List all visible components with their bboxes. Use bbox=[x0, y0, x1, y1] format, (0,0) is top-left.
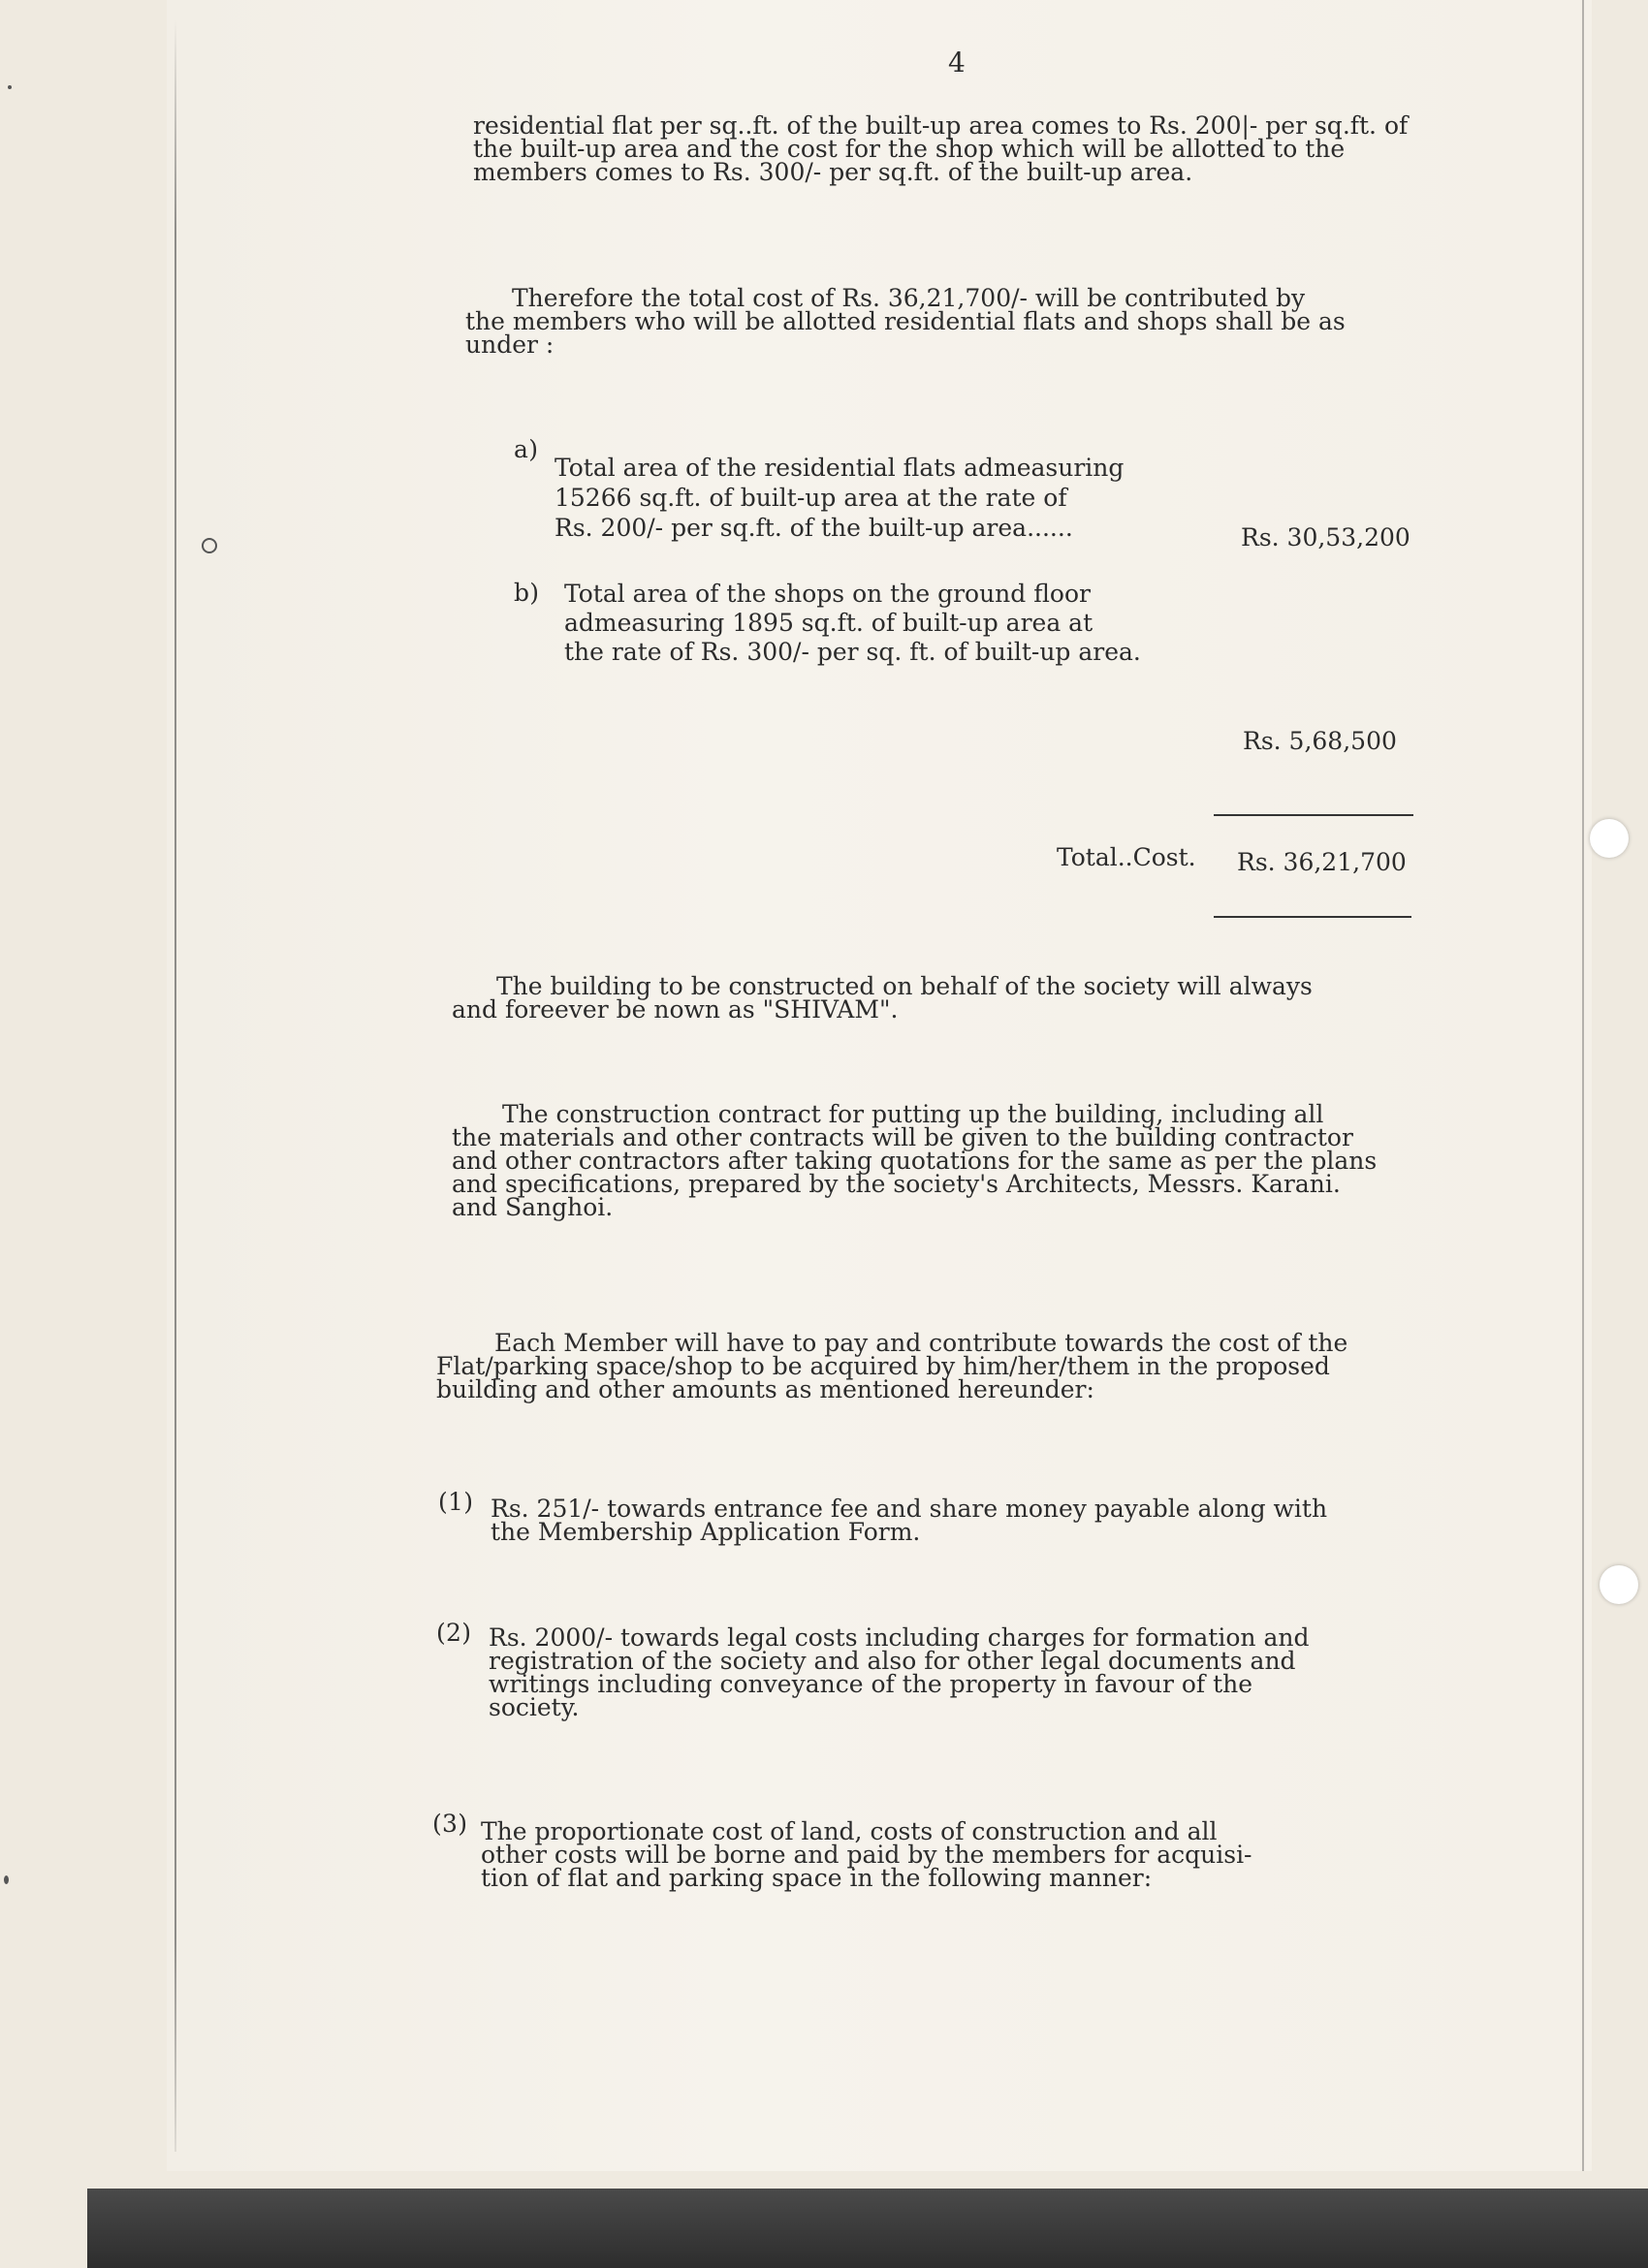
page-right-edge bbox=[1582, 0, 1584, 2171]
text-line: the built-up area and the cost for the shop which will be allotted to the bbox=[473, 135, 1346, 163]
total-rule bbox=[1214, 916, 1411, 918]
text-line: Total area of the shops on the ground floor bbox=[564, 580, 1091, 608]
text-line: the members who will be allotted residential flats and shops shall be as bbox=[465, 307, 1346, 335]
scanner-shadow-bar bbox=[87, 2189, 1648, 2268]
building-name-paragraph bbox=[452, 972, 1313, 1024]
scan-speck bbox=[8, 85, 12, 89]
item-amount: Rs. 5,68,500 bbox=[1243, 727, 1397, 755]
text-line: tion of flat and parking space in the following manner: bbox=[481, 1864, 1153, 1892]
intro-paragraph bbox=[473, 111, 1409, 186]
text-line: Therefore the total cost of Rs. 36,21,700/- will be contributed by bbox=[512, 284, 1306, 312]
text-line: and foreever be nown as "SHIVAM". bbox=[452, 995, 899, 1024]
text-line: Rs. 2000/- towards legal costs including charges for formation and bbox=[489, 1623, 1310, 1652]
scan-mark bbox=[202, 538, 217, 553]
text-line: other costs will be borne and paid by the members for acquisi- bbox=[481, 1841, 1252, 1869]
construction-paragraph bbox=[452, 1100, 1378, 1221]
text-line: writings including conveyance of the property in favour of the bbox=[489, 1670, 1253, 1698]
text-line: society. bbox=[489, 1693, 580, 1721]
binding-margin-line bbox=[174, 19, 176, 2152]
text-line: registration of the society and also for other legal documents and bbox=[489, 1647, 1296, 1675]
item-amount: Rs. 30,53,200 bbox=[1241, 523, 1410, 551]
text-line: The building to be constructed on behalf of the society will always bbox=[496, 972, 1313, 1000]
text-line: admeasuring 1895 sq.ft. of built-up area at bbox=[564, 609, 1093, 637]
punch-hole-2 bbox=[1600, 1565, 1638, 1604]
item-marker: (3) bbox=[432, 1810, 468, 1838]
text-line: The construction contract for putting up the building, including all bbox=[502, 1100, 1324, 1128]
scan-speck bbox=[4, 1875, 9, 1884]
item-marker: (2) bbox=[436, 1619, 472, 1647]
punch-hole-1 bbox=[1590, 819, 1629, 858]
item-marker: b) bbox=[514, 579, 540, 607]
page-number: 4 bbox=[948, 47, 966, 79]
text-line: The proportionate cost of land, costs of construction and all bbox=[481, 1817, 1218, 1845]
item-text bbox=[491, 1497, 1327, 1544]
text-line: Flat/parking space/shop to be acquired by him/her/them in the proposed bbox=[436, 1352, 1330, 1380]
item-text bbox=[564, 580, 1141, 667]
text-line: 15266 sq.ft. of built-up area at the rate of bbox=[555, 484, 1067, 512]
text-line: and Sanghoi. bbox=[452, 1193, 614, 1221]
text-line: residential flat per sq..ft. of the built-up area comes to Rs. 200|- per sq.ft. of bbox=[473, 111, 1409, 140]
text-line: members comes to Rs. 300/- per sq.ft. of the built-up area. bbox=[473, 158, 1193, 186]
item-marker: a) bbox=[514, 435, 539, 463]
member-pay-paragraph bbox=[436, 1329, 1348, 1403]
text-line: building and other amounts as mentioned hereunder: bbox=[436, 1375, 1094, 1403]
text-line: Rs. 251/- towards entrance fee and share money payable along with bbox=[491, 1495, 1328, 1523]
item-marker: (1) bbox=[438, 1488, 474, 1516]
text-line: under : bbox=[465, 331, 555, 359]
text-line: Each Member will have to pay and contribute towards the cost of the bbox=[494, 1329, 1348, 1357]
item-text bbox=[481, 1817, 1252, 1892]
text-line: Rs. 200/- per sq.ft. of the built-up area...... bbox=[555, 514, 1073, 542]
total-amount: Rs. 36,21,700 bbox=[1237, 848, 1407, 876]
text-line: Total area of the residential flats admeasuring bbox=[555, 454, 1125, 482]
text-line: the rate of Rs. 300/- per sq. ft. of built-up area. bbox=[564, 638, 1141, 666]
item-text bbox=[489, 1623, 1310, 1721]
item-text bbox=[555, 453, 1124, 543]
therefore-paragraph bbox=[465, 284, 1346, 359]
text-line: the Membership Application Form. bbox=[491, 1518, 921, 1546]
total-label: Total..Cost. bbox=[1057, 843, 1196, 871]
text-line: and specifications, prepared by the society's Architects, Messrs. Karani. bbox=[452, 1170, 1341, 1198]
text-line: and other contractors after taking quotations for the same as per the plans bbox=[452, 1147, 1378, 1175]
text-line: the materials and other contracts will be given to the building contractor bbox=[452, 1123, 1353, 1151]
subtotal-rule bbox=[1214, 814, 1413, 816]
